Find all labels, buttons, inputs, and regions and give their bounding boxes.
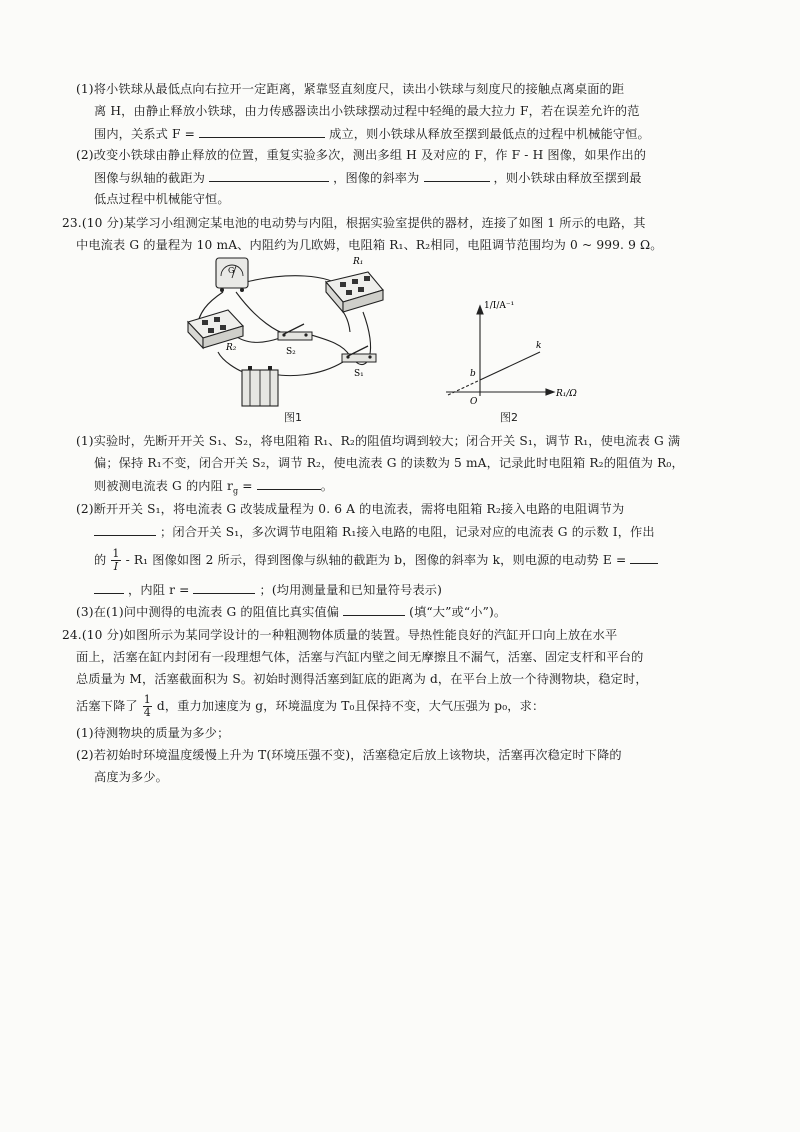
q23-part2-line-c xyxy=(94,548,658,573)
q23-part2-text-post: - R₁ 图像如图 2 所示，得到图像与纵轴的截距为 b，图像的斜率为 k，则电源的电动势 E = xyxy=(125,553,627,567)
q23-part2-text-d-post: ；(均用测量量和已知量符号表示) xyxy=(259,583,443,597)
origin-label: O xyxy=(470,397,478,407)
rg-subscript: g xyxy=(232,486,239,496)
r1-label: R₁ xyxy=(353,257,364,267)
q22-part2-text-pre: 图像与纵轴的截距为 xyxy=(94,171,206,185)
figure-1-caption: 图1 xyxy=(284,411,302,424)
q24-question1: (1)待测物块的质量为多少； xyxy=(76,726,230,740)
s2-label: S₂ xyxy=(286,347,296,357)
q23-part1-text-post: 。 xyxy=(320,479,334,493)
q22-part1-text-post: 成立，则小铁球从释放至摆到最低点的过程中机械能守恒。 xyxy=(329,127,650,141)
q23-emf-blank[interactable] xyxy=(630,548,658,564)
q23-r2-setting-blank[interactable] xyxy=(94,520,156,536)
q24-question2-line-b: 高度为多少。 xyxy=(94,770,169,784)
q23-bias-blank[interactable] xyxy=(343,600,405,616)
q24-intro-text-pre: 活塞下降了 xyxy=(76,699,138,713)
extrapolated-line xyxy=(448,380,480,395)
q22-intercept-blank[interactable] xyxy=(209,166,329,182)
q22-slope-blank[interactable] xyxy=(424,166,490,182)
figure-2-caption: 图2 xyxy=(500,411,518,424)
r2-label: R₂ xyxy=(226,343,237,353)
q22-part1-line-a: (1)将小铁球从最低点向右拉开一定距离，紧靠竖直刻度尺，读出小铁球与刻度尺的接触点离桌面的距 xyxy=(76,82,625,96)
x-axis-label: R₁/Ω xyxy=(556,389,577,399)
s1-label: S₁ xyxy=(354,369,364,379)
q24-question2-line-a: (2)若初始时环境温度缓慢上升为 T(环境压强不变)，活塞稳定后放上该物块，活塞再次稳定时下降的 xyxy=(76,748,622,762)
q23-part1-line-b: 偏；保持 R₁不变，闭合开关 S₂，调节 R₂，使电流表 G 的读数为 5 mA，记录此时电阻箱 R₂的阻值为 R₀， xyxy=(94,456,684,470)
q23-internal-resistance-blank[interactable] xyxy=(193,578,255,594)
q22-part2-text-post: ，则小铁球由释放至摆到最 xyxy=(493,171,642,185)
q23-part2-text-b: ；闭合开关 S₁，多次调节电阻箱 R₁接入电路的电阻，记录对应的电流表 G 的示数 I，作出 xyxy=(160,525,655,539)
graph-figure xyxy=(440,296,590,416)
q23-intro-line-b: 中电流表 G 的量程为 10 mA、内阻约为几欧姆，电阻箱 R₁、R₂相同，电阻调节范围均为 0 ~ 999. 9 Ω。 xyxy=(76,238,663,252)
q23-part2-text-d-mid: ，内阻 r = xyxy=(128,583,190,597)
q22-part2-line-c: 低点过程中机械能守恒。 xyxy=(94,192,230,206)
q22-part1-text-pre: 围内，关系式 F = xyxy=(94,127,196,141)
q24-intro-line-d xyxy=(76,694,544,719)
y-axis-label: 1/I/A⁻¹ xyxy=(484,301,515,311)
switch-s2-icon xyxy=(278,324,312,340)
q24-intro-line-b: 面上，活塞在缸内封闭有一段理想气体，活塞与汽缸内壁之间无摩擦且不漏气，活塞、固定支杆和平台的 xyxy=(76,650,644,664)
q23-part1-text-pre: 则被测电流表 G 的内阻 r xyxy=(94,479,233,493)
circuit-figure xyxy=(178,252,414,412)
q23-part2-line-d xyxy=(94,578,442,601)
q22-relation-blank[interactable] xyxy=(199,122,325,138)
q23-emf-blank-cont[interactable] xyxy=(94,578,124,594)
fraction-numerator: 1 xyxy=(143,693,151,706)
galvanometer-icon xyxy=(216,258,248,292)
intercept-label: b xyxy=(470,369,476,379)
q23-part3-line xyxy=(76,600,506,623)
q23-part2-line-b xyxy=(94,520,655,543)
reciprocal-current-fraction xyxy=(111,548,120,573)
fraction-denominator: I xyxy=(113,560,119,573)
q23-part2-text-pre: 的 xyxy=(94,553,107,567)
resistance-box-r1-icon xyxy=(326,272,383,312)
q24-intro-line-c: 总质量为 M，活塞截面积为 S。初始时测得活塞到缸底的距离为 d，在平台上放一个待测物块，稳定时， xyxy=(76,672,648,686)
q23-part3-text-pre: (3)在(1)问中测得的电流表 G 的阻值比真实值偏 xyxy=(76,605,340,619)
slope-label: k xyxy=(536,341,542,351)
q22-part2-line-b xyxy=(94,166,642,189)
q22-part2-text-mid: ，图像的斜率为 xyxy=(333,171,420,185)
galvanometer-label: G xyxy=(228,266,235,275)
fit-line xyxy=(480,352,540,380)
fraction-numerator: 1 xyxy=(112,547,120,560)
q23-part1-text-mid: = xyxy=(238,479,253,493)
battery-icon xyxy=(242,366,278,406)
q22-part1-line-b: 离 H，由静止释放小铁球，由力传感器读出小铁球摆动过程中轻绳的最大拉力 F，若在误差允许的范 xyxy=(94,104,640,118)
q22-part1-line-c xyxy=(94,122,650,145)
q24-intro-text-post: d，重力加速度为 g，环境温度为 T₀且保持不变，大气压强为 p₀，求： xyxy=(156,699,545,713)
q23-part2-line-a: (2)断开开关 S₁，将电流表 G 改装成量程为 0. 6 A 的电流表，需将电阻箱 R₂接入电路的电阻调节为 xyxy=(76,502,625,516)
q23-rg-blank[interactable] xyxy=(257,474,321,490)
quarter-fraction xyxy=(143,694,152,719)
q24-intro-line-a: 24.(10 分)如图所示为某同学设计的一种粗测物体质量的装置。导热性能良好的汽缸开口向上放在水平 xyxy=(62,628,618,642)
q23-intro-line-a: 23.(10 分)某学习小组测定某电池的电动势与内阻，根据实验室提供的器材，连接了如图 1 所示的电路，其 xyxy=(62,216,646,230)
q23-part3-text-post: (填“大”或“小”)。 xyxy=(409,605,507,619)
q22-part2-line-a: (2)改变小铁球由静止释放的位置，重复实验多次，测出多组 H 及对应的 F，作 F - H 图像，如果作出的 xyxy=(76,148,647,162)
q23-part1-line-a: (1)实验时，先断开开关 S₁、S₂，将电阻箱 R₁、R₂的阻值均调到较大；闭合开关 S₁，调节 R₁，使电流表 G 满 xyxy=(76,434,681,448)
fraction-denominator: 4 xyxy=(143,706,151,719)
